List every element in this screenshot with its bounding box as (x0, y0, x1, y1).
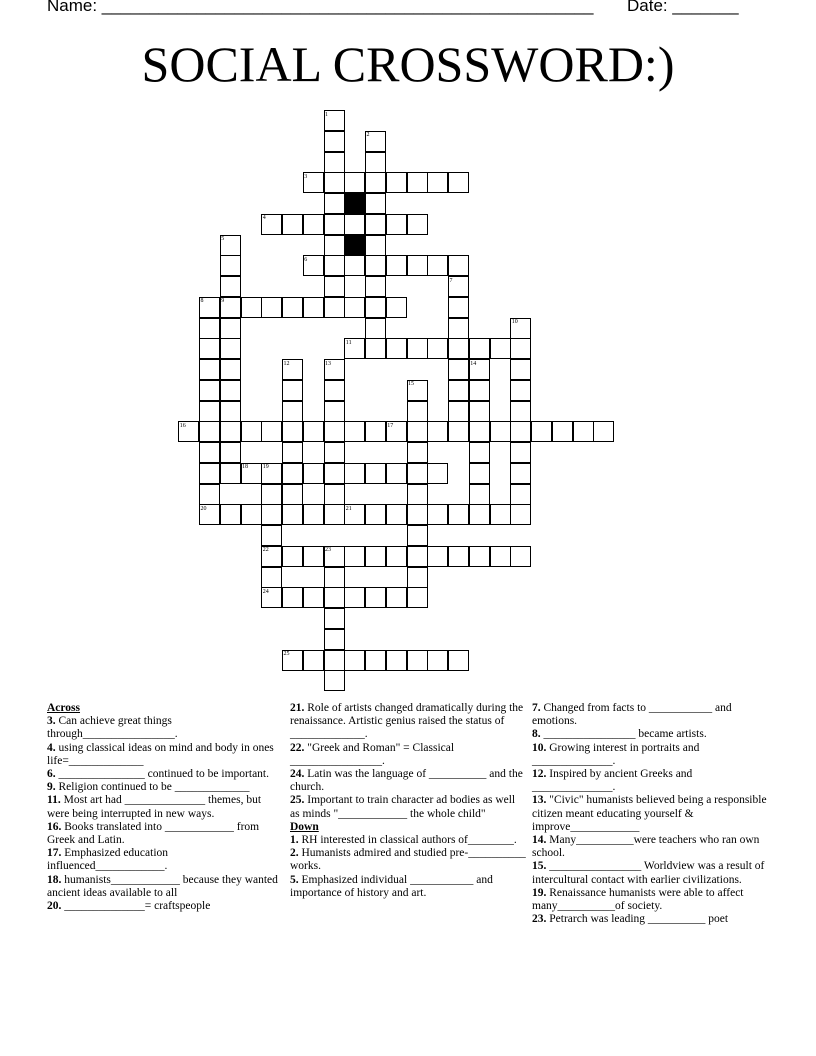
grid-cell[interactable] (407, 442, 428, 463)
clue-item (290, 742, 526, 768)
grid-cell[interactable] (386, 214, 407, 235)
clue-item (47, 900, 279, 913)
clue-text: Religion continued to be _____________ (58, 781, 250, 794)
grid-cell[interactable] (365, 214, 386, 235)
grid-cell[interactable] (324, 297, 345, 318)
grid-cell[interactable] (241, 504, 262, 525)
clue-number: 23 (325, 547, 331, 554)
grid-cell[interactable] (344, 172, 365, 193)
grid-cell[interactable] (324, 235, 345, 256)
grid-cell[interactable] (427, 463, 448, 484)
grid-cell[interactable] (510, 546, 531, 567)
clue-number: 14 (470, 360, 477, 367)
clue-number-label: 23. (532, 913, 547, 926)
clue-text: Emphasized education influenced____________. (47, 847, 169, 873)
clue-number: 7 (449, 277, 453, 284)
name-line: Name: ____________________________________________________ (47, 0, 594, 15)
clue-number: 6 (304, 256, 308, 263)
clue-item (532, 742, 768, 768)
clue-number-label: 15. (532, 860, 547, 873)
grid-cell[interactable] (199, 484, 220, 505)
grid-cell[interactable] (365, 587, 386, 608)
grid-cell[interactable] (344, 255, 365, 276)
grid-cell[interactable] (303, 421, 324, 442)
grid-cell[interactable] (386, 650, 407, 671)
grid-cell[interactable] (573, 421, 594, 442)
clue-number-label: 6. (47, 768, 56, 781)
grid-cell[interactable] (365, 297, 386, 318)
grid-cell[interactable] (303, 587, 324, 608)
grid-cell[interactable] (324, 442, 345, 463)
clue-item (47, 874, 279, 900)
clue-number: 2 (366, 132, 370, 139)
grid-cell[interactable] (510, 380, 531, 401)
grid-cell[interactable] (324, 670, 345, 691)
grid-cell[interactable] (407, 484, 428, 505)
grid-cell[interactable] (324, 152, 345, 173)
grid-cell[interactable] (386, 546, 407, 567)
clue-item (290, 794, 526, 820)
grid-cell[interactable] (282, 421, 303, 442)
clue-text: Role of artists changed dramatically during the renaissance. Artistic genius raised the status of _____________. (290, 702, 524, 741)
grid-cell[interactable] (448, 380, 469, 401)
grid-cell[interactable] (407, 650, 428, 671)
clue-number-label: 5. (290, 873, 299, 886)
clue-number-label: 4. (47, 741, 56, 754)
grid-cell[interactable] (303, 504, 324, 525)
grid-cell[interactable] (448, 546, 469, 567)
grid-cell[interactable] (282, 546, 303, 567)
grid-cell[interactable] (199, 318, 220, 339)
grid-cell[interactable] (344, 650, 365, 671)
grid-cell[interactable] (261, 297, 282, 318)
clue-number: 15 (408, 381, 414, 388)
grid-cell[interactable] (407, 587, 428, 608)
grid-cell[interactable] (469, 546, 490, 567)
clue-item (47, 781, 279, 794)
grid-cell[interactable] (448, 297, 469, 318)
grid-cell[interactable] (282, 484, 303, 505)
clue-item (532, 860, 768, 886)
grid-cell[interactable] (303, 650, 324, 671)
grid-cell[interactable] (324, 650, 345, 671)
grid-cell[interactable] (220, 463, 241, 484)
grid-cell[interactable] (365, 235, 386, 256)
clue-text: Changed from facts to ___________ and emotions. (532, 702, 732, 728)
clue-item (47, 768, 279, 781)
clue-number: 9 (221, 298, 225, 305)
grid-cell[interactable] (386, 463, 407, 484)
clue-number-label: 8. (532, 728, 541, 741)
grid-cell[interactable] (324, 380, 345, 401)
grid-cell[interactable] (448, 338, 469, 359)
grid-cell[interactable] (365, 255, 386, 276)
grid-cell[interactable] (344, 546, 365, 567)
clue-number: 18 (242, 464, 248, 471)
grid-cell[interactable] (324, 172, 345, 193)
grid-cell[interactable] (199, 401, 220, 422)
grid-cell[interactable] (220, 255, 241, 276)
clue-text: Petrarch was leading __________ poet (549, 913, 729, 926)
grid-cell[interactable] (282, 214, 303, 235)
grid-cell[interactable] (448, 318, 469, 339)
clues-middle-column (290, 702, 526, 900)
grid-cell[interactable] (324, 276, 345, 297)
clue-text: Books translated into ____________ from Greek and Latin. (47, 820, 260, 847)
grid-cell[interactable] (386, 338, 407, 359)
grid-cell[interactable] (324, 629, 345, 650)
clue-text: "Civic" humanists believed being a responsible citizen meant educating yourself & improve____________ (532, 794, 767, 833)
clue-item (47, 847, 279, 873)
grid-cell[interactable] (365, 152, 386, 173)
grid-cell[interactable] (365, 546, 386, 567)
grid-cell[interactable] (510, 504, 531, 525)
clue-number: 22 (262, 547, 269, 554)
grid-cell[interactable] (407, 504, 428, 525)
clue-text: ________________ Worldview was a result of intercultural contact with earlier civilizations. (532, 860, 765, 886)
clue-item (47, 715, 279, 741)
grid-cell[interactable] (469, 463, 490, 484)
clue-number-label: 21. (290, 702, 305, 714)
grid-cell[interactable] (448, 421, 469, 442)
clue-number-label: 22. (290, 741, 305, 754)
grid-cell[interactable] (303, 546, 324, 567)
grid-cell[interactable] (199, 338, 220, 359)
grid-cell[interactable] (261, 504, 282, 525)
grid-cell[interactable] (448, 359, 469, 380)
grid-cell[interactable] (386, 172, 407, 193)
clue-text: Many__________were teachers who ran own school. (532, 834, 760, 860)
grid-cell[interactable] (199, 380, 220, 401)
grid-cell[interactable] (386, 297, 407, 318)
clue-number-label: 17. (47, 847, 62, 860)
grid-cell[interactable] (303, 463, 324, 484)
grid-cell[interactable] (427, 338, 448, 359)
page-title: SOCIAL CROSSWORD:) (141, 36, 675, 92)
grid-cell[interactable] (427, 504, 448, 525)
clue-text: RH interested in classical authors of________. (301, 834, 517, 847)
clue-item (532, 794, 768, 834)
grid-cell[interactable] (427, 172, 448, 193)
clue-number: 3 (304, 173, 308, 180)
grid-cell[interactable] (282, 442, 303, 463)
grid-cell[interactable] (552, 421, 573, 442)
grid-cell[interactable] (531, 421, 552, 442)
clue-number: 16 (179, 422, 186, 429)
grid-cell[interactable] (324, 131, 345, 152)
clue-text: _______________ continued to be important. (58, 768, 269, 781)
grid-cell[interactable] (427, 546, 448, 567)
grid-cell[interactable] (324, 484, 345, 505)
grid-cell[interactable] (386, 587, 407, 608)
clue-text: Inspired by ancient Greeks and ______________. (532, 768, 693, 794)
grid-cell[interactable] (469, 380, 490, 401)
clues-down-column (532, 702, 768, 926)
grid-cell[interactable] (324, 463, 345, 484)
grid-cell[interactable] (220, 421, 241, 442)
grid-cell[interactable] (199, 442, 220, 463)
grid-cell[interactable] (510, 359, 531, 380)
grid-cell[interactable] (365, 318, 386, 339)
clue-number: 13 (325, 360, 331, 367)
clue-number: 12 (283, 360, 290, 367)
grid-cell[interactable] (427, 650, 448, 671)
clue-number-label: 19. (532, 886, 547, 899)
grid-cell[interactable] (282, 380, 303, 401)
grid-cell[interactable] (261, 421, 282, 442)
clue-number-label: 24. (290, 768, 305, 781)
grid-cell[interactable] (344, 421, 365, 442)
clue-number-label: 20. (47, 900, 62, 913)
clue-number: 17 (387, 422, 394, 429)
clue-item (532, 913, 768, 926)
clue-number-label: 14. (532, 834, 547, 847)
clue-item (532, 887, 768, 913)
grid-cell[interactable] (469, 338, 490, 359)
grid-cell[interactable] (407, 525, 428, 546)
clue-number: 25 (283, 651, 290, 657)
grid-cell[interactable] (448, 172, 469, 193)
clue-number: 19 (262, 464, 269, 471)
grid-cell[interactable] (448, 255, 469, 276)
grid-cell[interactable] (407, 567, 428, 588)
grid-cell[interactable] (490, 546, 511, 567)
clue-text: "Greek and Roman" = Classical ________________. (290, 741, 455, 767)
clue-item (290, 834, 526, 847)
clue-text: Emphasized individual ___________ and importance of history and art. (290, 873, 493, 899)
grid-cell[interactable] (490, 504, 511, 525)
clue-item (47, 742, 279, 768)
grid-cell[interactable] (365, 650, 386, 671)
clue-text: using classical ideas on mind and body in ones life=_____________ (47, 741, 274, 767)
grid-cell[interactable] (199, 359, 220, 380)
clue-item (290, 702, 526, 742)
clue-number-label: 25. (290, 794, 305, 807)
grid-cell[interactable] (469, 442, 490, 463)
grid-cell[interactable] (241, 297, 262, 318)
clue-text: Most art had ______________ themes, but were being interrupted in new ways. (47, 794, 262, 820)
grid-cell[interactable] (220, 338, 241, 359)
grid-cell[interactable] (407, 463, 428, 484)
clue-number-label: 7. (532, 702, 541, 714)
clue-number: 11 (345, 339, 352, 346)
blocked-cell (344, 235, 365, 256)
grid-cell[interactable] (324, 255, 345, 276)
down-heading: Down (290, 820, 319, 833)
clue-number: 21 (345, 505, 352, 512)
clue-number-label: 12. (532, 768, 547, 781)
grid-cell[interactable] (324, 587, 345, 608)
grid-cell[interactable] (510, 484, 531, 505)
clue-item (47, 821, 279, 847)
grid-cell[interactable] (365, 172, 386, 193)
grid-cell[interactable] (407, 546, 428, 567)
clue-text: Humanists admired and studied pre-__________ works. (290, 847, 526, 873)
grid-cell[interactable] (324, 401, 345, 422)
clue-item (290, 847, 526, 873)
grid-cell[interactable] (282, 401, 303, 422)
grid-cell[interactable] (365, 193, 386, 214)
clue-item (532, 768, 768, 794)
grid-cell[interactable] (510, 401, 531, 422)
clue-item (532, 702, 768, 728)
grid-cell[interactable] (510, 338, 531, 359)
clue-number-label: 13. (532, 794, 547, 807)
grid-cell[interactable] (324, 504, 345, 525)
grid-cell[interactable] (469, 504, 490, 525)
grid-cell[interactable] (365, 504, 386, 525)
grid-cell[interactable] (386, 255, 407, 276)
clue-number: 5 (221, 236, 225, 242)
grid-cell[interactable] (448, 650, 469, 671)
grid-cell[interactable] (220, 401, 241, 422)
grid-cell[interactable] (199, 463, 220, 484)
clue-number-label: 16. (47, 820, 62, 833)
grid-cell[interactable] (344, 297, 365, 318)
clue-text: Can achieve great things through________________. (47, 715, 178, 741)
clue-number: 1 (325, 111, 328, 118)
clue-text: ________________ became artists. (543, 728, 707, 741)
grid-cell[interactable] (344, 214, 365, 235)
clue-item (290, 768, 526, 794)
across-heading: Across (47, 702, 81, 714)
date-line: Date: _______ (627, 0, 739, 15)
grid-cell[interactable] (324, 421, 345, 442)
clue-number: 8 (200, 298, 204, 305)
grid-cell[interactable] (510, 463, 531, 484)
grid-cell[interactable] (365, 463, 386, 484)
grid-cell[interactable] (469, 421, 490, 442)
grid-cell[interactable] (324, 214, 345, 235)
grid-cell[interactable] (220, 359, 241, 380)
grid-cell[interactable] (220, 276, 241, 297)
clue-number: 20 (200, 505, 207, 512)
grid-cell[interactable] (324, 193, 345, 214)
grid-cell[interactable] (220, 318, 241, 339)
grid-cell[interactable] (407, 172, 428, 193)
grid-cell[interactable] (344, 463, 365, 484)
grid-cell[interactable] (407, 255, 428, 276)
clue-number: 24 (262, 588, 269, 595)
clue-item (290, 874, 526, 900)
grid-cell[interactable] (261, 484, 282, 505)
grid-cell[interactable] (303, 214, 324, 235)
grid-cell[interactable] (365, 276, 386, 297)
grid-cell[interactable] (490, 338, 511, 359)
grid-cell[interactable] (282, 587, 303, 608)
grid-cell[interactable] (448, 401, 469, 422)
grid-cell[interactable] (490, 421, 511, 442)
blocked-cell (344, 193, 365, 214)
clue-number-label: 2. (290, 847, 299, 860)
grid-cell[interactable] (427, 255, 448, 276)
grid-cell[interactable] (386, 504, 407, 525)
grid-cell[interactable] (365, 421, 386, 442)
clue-number-label: 9. (47, 781, 56, 794)
grid-cell[interactable] (407, 401, 428, 422)
clue-text: Latin was the language of __________ and the church. (290, 768, 523, 794)
grid-cell[interactable] (282, 504, 303, 525)
grid-cell[interactable] (261, 567, 282, 588)
grid-cell[interactable] (282, 297, 303, 318)
clue-number-label: 1. (290, 834, 299, 847)
grid-cell[interactable] (365, 338, 386, 359)
clue-item (47, 794, 279, 820)
grid-cell[interactable] (282, 463, 303, 484)
clue-text: ______________= craftspeople (64, 900, 211, 913)
clue-item (532, 834, 768, 860)
grid-cell[interactable] (324, 567, 345, 588)
clue-text: Important to train character ad bodies as well as minds "____________ the whole child" (290, 794, 516, 820)
clue-number-label: 10. (532, 741, 547, 754)
grid-cell[interactable] (407, 421, 428, 442)
clue-number: 4 (262, 215, 266, 222)
clue-text: humanists____________ because they wanted ancient ideas available to all (47, 873, 278, 899)
grid-cell[interactable] (303, 297, 324, 318)
grid-cell[interactable] (510, 442, 531, 463)
clue-number-label: 18. (47, 873, 62, 886)
clues-across-column (47, 702, 279, 913)
grid-cell[interactable] (324, 608, 345, 629)
clue-text: Growing interest in portraits and ______________. (532, 741, 700, 767)
grid-cell[interactable] (469, 401, 490, 422)
grid-cell[interactable] (261, 525, 282, 546)
grid-cell[interactable] (407, 214, 428, 235)
clue-number-label: 11. (47, 794, 61, 807)
grid-cell[interactable] (344, 587, 365, 608)
grid-cell[interactable] (407, 338, 428, 359)
clue-number: 10 (511, 319, 518, 325)
grid-cell[interactable] (593, 421, 614, 442)
grid-cell[interactable] (427, 421, 448, 442)
grid-cell[interactable] (220, 442, 241, 463)
grid-cell[interactable] (220, 504, 241, 525)
grid-cell[interactable] (448, 504, 469, 525)
grid-cell[interactable] (510, 421, 531, 442)
grid-cell[interactable] (469, 484, 490, 505)
grid-cell[interactable] (220, 380, 241, 401)
grid-cell[interactable] (199, 421, 220, 442)
clue-number-label: 3. (47, 715, 56, 728)
clue-item (532, 728, 768, 741)
clue-text: Renaissance humanists were able to affect many__________of society. (532, 886, 744, 913)
grid-cell[interactable] (241, 421, 262, 442)
